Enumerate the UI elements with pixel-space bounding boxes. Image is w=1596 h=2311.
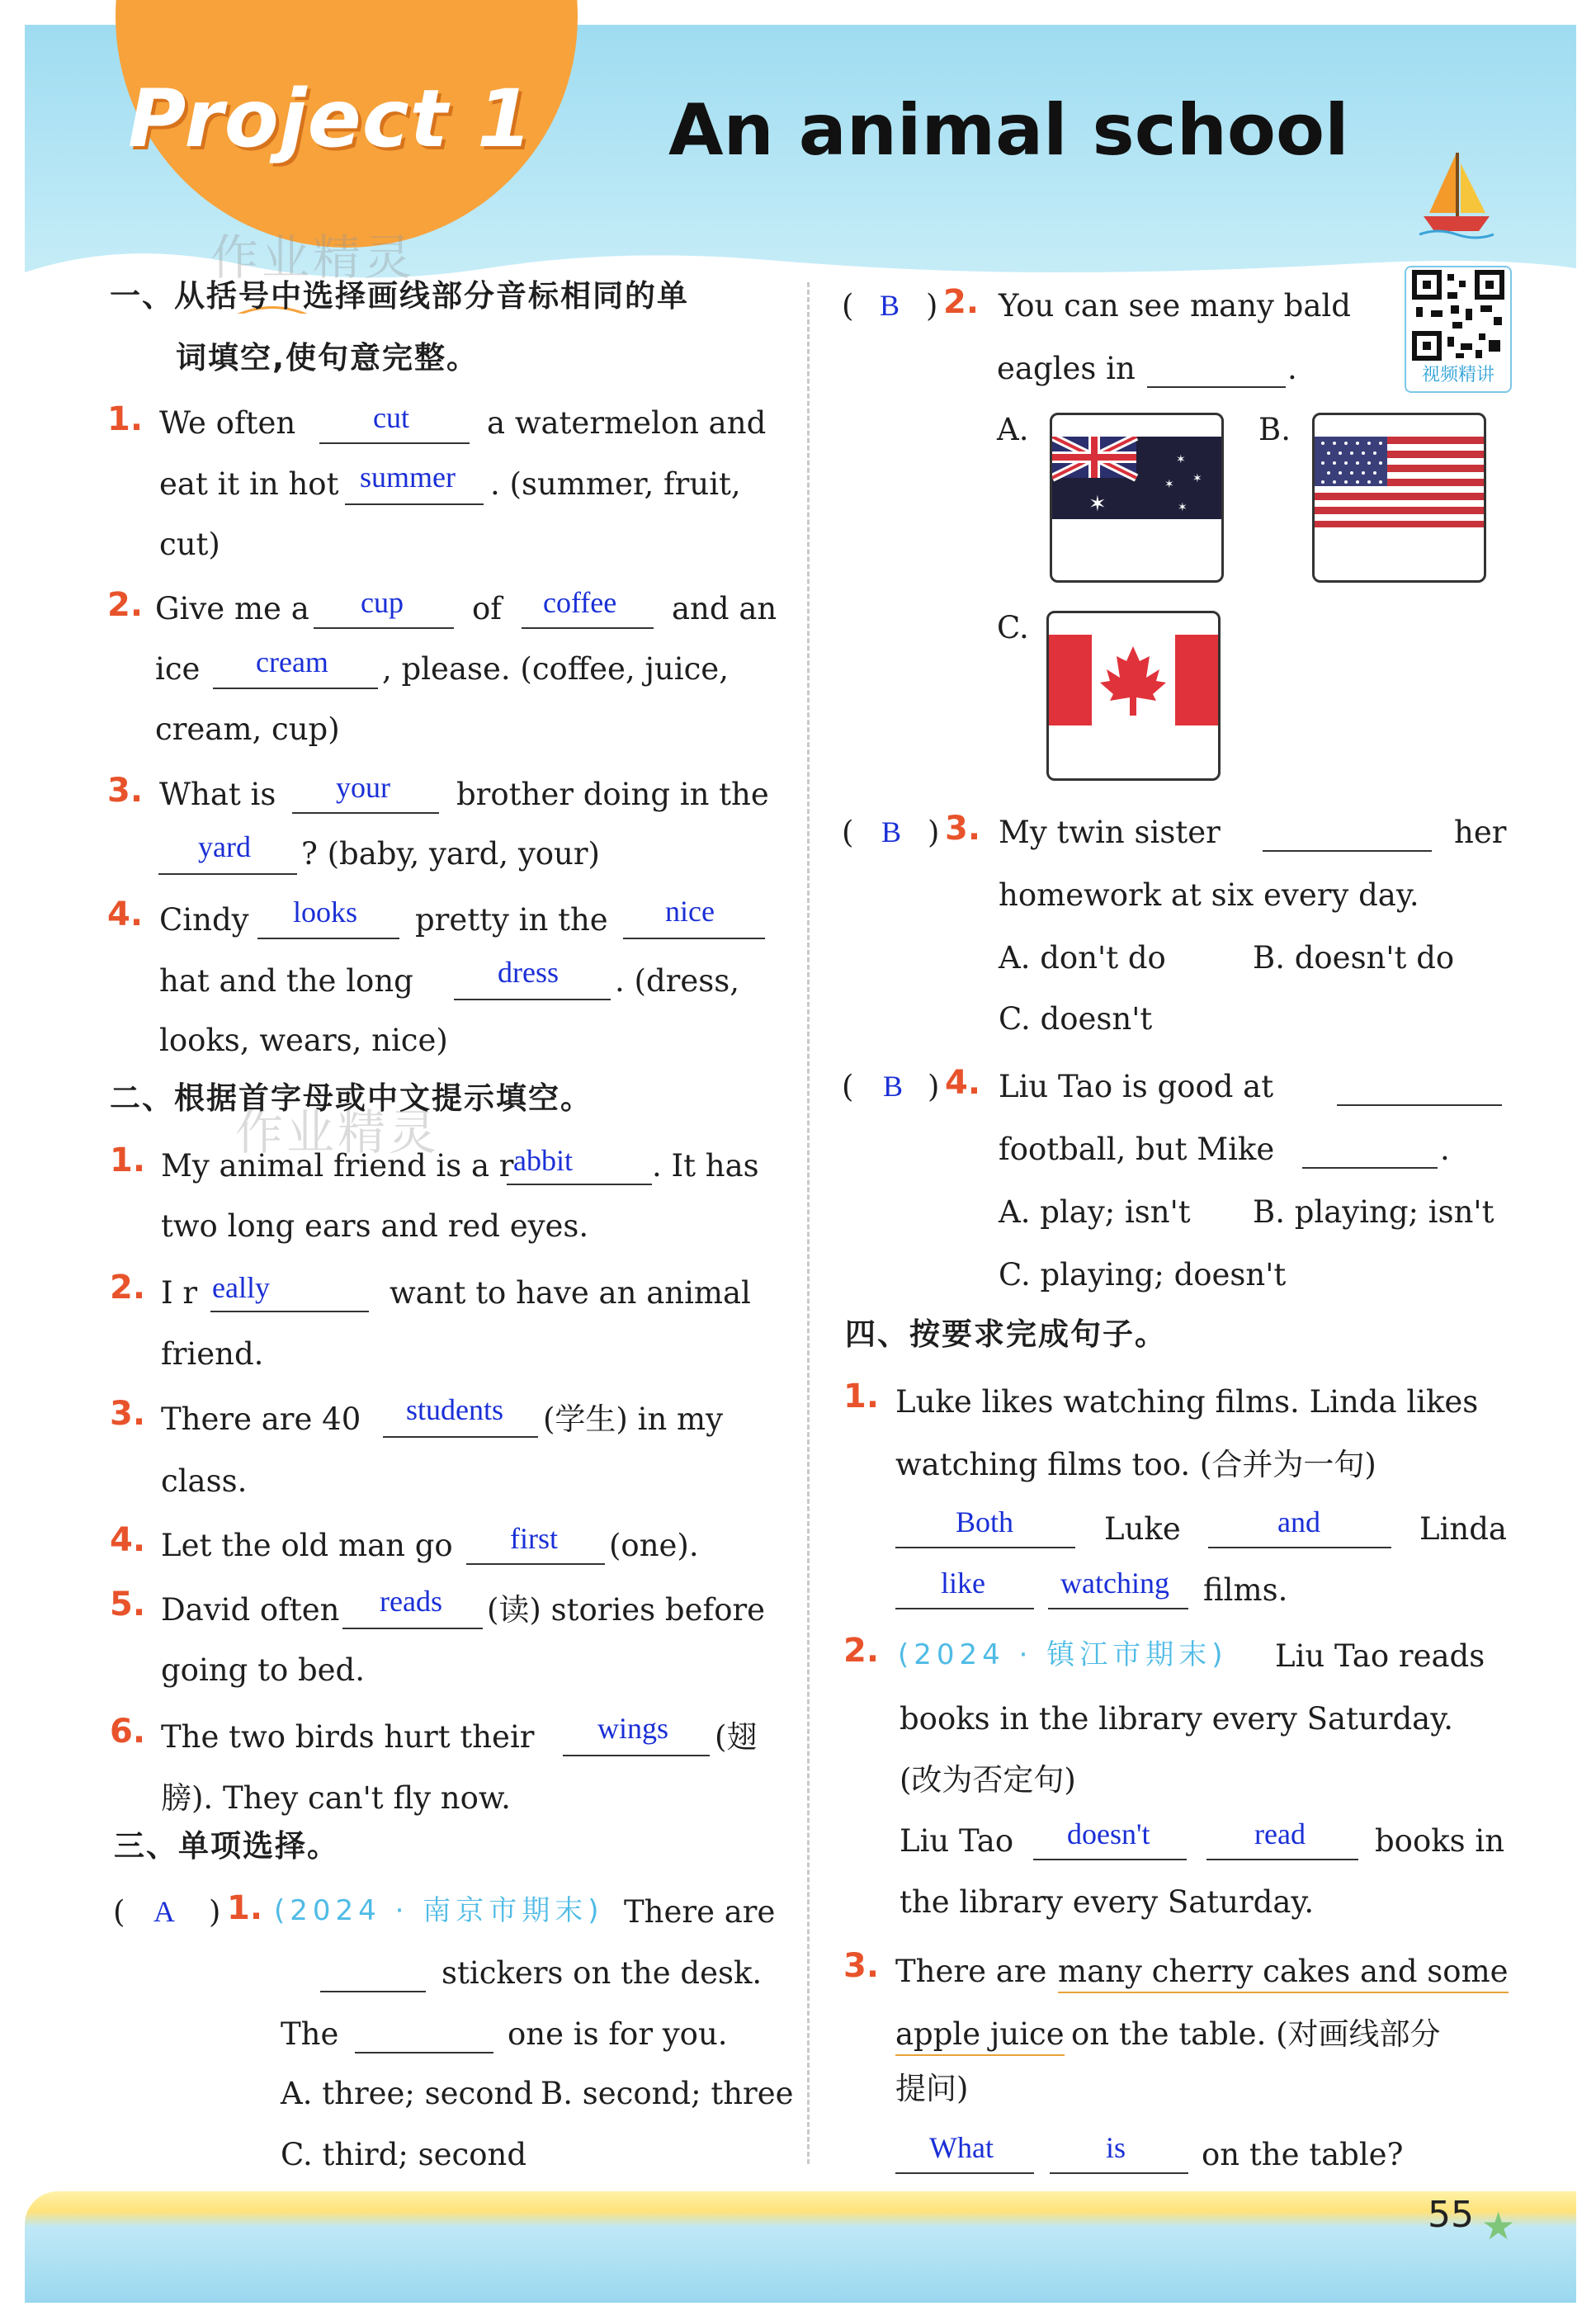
question-text: class. (161, 1463, 248, 1499)
question-text: There are 40 (161, 1401, 361, 1437)
question-text: two long ears and red eyes. (161, 1208, 589, 1244)
answer-bracket-open: ( (842, 1069, 854, 1104)
answer-bracket-close: ) (209, 1894, 221, 1930)
answer-text: dress (498, 956, 559, 989)
answer-text: and (1277, 1505, 1320, 1538)
question-text: , please. (coffee, juice, (382, 651, 729, 687)
column-divider (807, 282, 810, 2164)
option-c: C. doesn't (999, 1001, 1153, 1037)
question-text: books in the library every Saturday. (900, 1701, 1453, 1737)
svg-text:✶: ✶ (1192, 472, 1202, 485)
section1-heading-cont: 词填空,使句意完整。 (176, 340, 479, 376)
question-source: (2024 · 镇江市期末) (898, 1638, 1228, 1671)
answer-text: coffee (543, 586, 617, 619)
question-text: football, but Mike (999, 1132, 1275, 1167)
question-text: friend. (161, 1336, 264, 1372)
answer-text: read (1254, 1817, 1306, 1850)
question-text: ice (155, 651, 201, 687)
choice-answer: A (153, 1895, 175, 1928)
option-b: B. doesn't do (1253, 940, 1455, 976)
underlined-phrase: apple juice (895, 2019, 1065, 2056)
answer-text: reads (380, 1585, 442, 1618)
canada-flag-icon (1049, 635, 1218, 725)
qr-label: 视频精讲 (1421, 365, 1494, 385)
question-number: 4. (110, 1521, 146, 1559)
option-c: C. third; second (281, 2137, 527, 2172)
answer-bracket-open: ( (842, 815, 854, 850)
question-number: 1. (843, 1378, 880, 1415)
section2-heading: 二、根据首字母或中文提示填空。 (110, 1080, 593, 1116)
answer-text: cup (361, 586, 404, 619)
question-number: 4. (107, 896, 144, 933)
svg-text:✶: ✶ (1176, 453, 1186, 466)
answer-text: your (336, 771, 390, 804)
qr-code[interactable] (1405, 266, 1512, 393)
flag-option-b[interactable] (1312, 413, 1486, 583)
option-b: B. playing; isn't (1253, 1194, 1494, 1230)
option-b: B. (1258, 412, 1291, 447)
flag-option-a[interactable] (1050, 413, 1224, 583)
question-text: (one). (609, 1528, 699, 1563)
question-text: (改为否定句) (900, 1762, 1076, 1798)
question-text: Linda (1419, 1511, 1507, 1547)
question-text: (读) stories before (487, 1592, 766, 1628)
question-text: watching films too. (合并为一句) (895, 1447, 1376, 1482)
answer-text: What (929, 2131, 994, 2164)
question-text: 膀). They can't fly now. (161, 1780, 511, 1816)
answer-text: cut (373, 401, 409, 434)
option-c: C. (997, 610, 1029, 645)
question-text: We often (159, 405, 296, 441)
choice-answer: B (883, 1070, 904, 1103)
answer-text: first (510, 1522, 558, 1555)
question-text: (学生) in my (543, 1401, 724, 1437)
question-text: . (dress, (615, 963, 739, 999)
answer-blank (1263, 812, 1432, 852)
question-text: going to bed. (161, 1652, 366, 1688)
question-text: There are (895, 1954, 1047, 1989)
question-text: want to have an animal (390, 1275, 751, 1311)
svg-text:✶: ✶ (1178, 501, 1188, 514)
answer-bracket-close: ) (928, 815, 940, 850)
question-text: one is for you. (508, 2016, 728, 2052)
page-title: An animal school (668, 89, 1349, 172)
answer-bracket-open: ( (842, 288, 854, 324)
question-text: There are (624, 1894, 776, 1930)
flag-option-c[interactable] (1046, 611, 1221, 781)
question-number: 2. (110, 1269, 146, 1307)
answer-bracket-close: ) (928, 1069, 940, 1104)
question-text: Let the old man go (161, 1528, 453, 1563)
qr-code-icon (1406, 267, 1510, 365)
question-number: 2. (107, 586, 144, 624)
question-text: Liu Tao reads (1275, 1638, 1485, 1674)
question-text: homework at six every day. (999, 877, 1419, 913)
question-text: . It has (652, 1148, 759, 1184)
sentence-period: . (1287, 351, 1297, 386)
choice-answer: B (881, 815, 902, 848)
section3-heading: 三、单项选择。 (114, 1828, 339, 1864)
underlined-phrase: many cherry cakes and some (1058, 1956, 1509, 1993)
question-text: stickers on the desk. (441, 1955, 763, 1991)
project-label: Project 1 (128, 73, 533, 165)
question-text: 提问) (895, 2071, 969, 2106)
question-text: books in (1375, 1823, 1505, 1859)
svg-text:✶: ✶ (1164, 478, 1174, 491)
question-number: 6. (110, 1713, 146, 1751)
option-a: A. play; isn't (999, 1194, 1191, 1230)
question-text: on the table. (对画线部分 (1071, 2016, 1441, 2052)
question-source: (2024 · 南京市期末) (274, 1894, 604, 1927)
question-text: Liu Tao (900, 1823, 1014, 1859)
answer-text: looks (293, 896, 358, 929)
option-c: C. playing; doesn't (999, 1257, 1287, 1293)
question-text: hat and the long (159, 963, 413, 999)
question-text: eat it in hot (159, 466, 339, 502)
answer-blank (1302, 1129, 1438, 1169)
question-text: looks, wears, nice) (159, 1023, 448, 1058)
answer-text: eally (212, 1271, 270, 1304)
question-text: Luke likes watching films. Linda likes (895, 1384, 1479, 1420)
question-text: cut) (159, 527, 220, 562)
sentence-period: . (1440, 1132, 1450, 1167)
question-number: 3. (945, 810, 981, 848)
question-text: brother doing in the (456, 777, 769, 812)
question-text: (翅 (715, 1719, 758, 1755)
answer-bracket-close: ) (926, 288, 938, 324)
question-number: 1. (110, 1141, 146, 1179)
question-text: and an (672, 591, 777, 626)
answer-text: summer (360, 461, 456, 494)
answer-text: cream (256, 645, 328, 678)
answer-blank (320, 1953, 426, 1992)
question-text: Give me a (155, 591, 309, 626)
section4-heading: 四、按要求完成句子。 (845, 1316, 1167, 1352)
question-text: I r (161, 1275, 198, 1311)
answer-blank (1147, 348, 1286, 388)
question-text: My twin sister (999, 815, 1221, 850)
question-text: My animal friend is a r (161, 1148, 514, 1184)
answer-blank (1337, 1066, 1502, 1106)
answer-text: abbit (513, 1144, 573, 1177)
star-icon: ★ (1481, 2204, 1516, 2248)
page-number: 55 (1428, 2194, 1474, 2236)
question-text: a watermelon and (487, 405, 767, 441)
option-a: A. (997, 412, 1029, 447)
question-text: David often (161, 1592, 340, 1628)
question-number: 1. (107, 400, 144, 438)
australia-flag-icon (1052, 437, 1221, 519)
answer-text: like (941, 1567, 985, 1600)
question-text: pretty in the (415, 902, 608, 938)
question-text: Cindy (159, 902, 249, 938)
question-text: on the table? (1202, 2137, 1404, 2172)
answer-text: yard (198, 830, 251, 863)
answer-text: is (1106, 2131, 1126, 2164)
question-number: 3. (110, 1395, 146, 1433)
question-text: The (281, 2016, 339, 2052)
question-text: the library every Saturday. (900, 1884, 1315, 1920)
question-text: The two birds hurt their (161, 1719, 535, 1755)
svg-text:✶: ✶ (1088, 492, 1107, 517)
usa-flag-icon (1315, 437, 1484, 527)
question-number: 1. (227, 1889, 263, 1927)
answer-bracket-open: ( (113, 1894, 125, 1930)
answer-blank (355, 2014, 493, 2053)
answer-text: doesn't (1067, 1817, 1150, 1850)
answer-text: students (406, 1393, 504, 1426)
question-text: Luke (1104, 1511, 1181, 1547)
footer-banner (25, 2191, 1576, 2303)
option-a: A. three; second (281, 2076, 534, 2111)
question-number: 2. (943, 283, 980, 321)
question-number: 5. (110, 1586, 146, 1623)
question-text: ? (baby, yard, your) (301, 836, 600, 872)
question-text: films. (1203, 1572, 1288, 1608)
question-number: 4. (945, 1064, 981, 1102)
watermark-top: 作业精灵 (210, 229, 416, 286)
question-text: cream, cup) (155, 711, 340, 747)
question-number: 3. (107, 772, 144, 810)
question-text: of (472, 591, 502, 626)
question-text: eagles in (997, 351, 1136, 386)
question-text: her (1454, 815, 1507, 850)
question-text: . (summer, fruit, (490, 466, 741, 502)
question-number: 2. (843, 1632, 880, 1670)
option-b: B. second; three (541, 2076, 794, 2111)
answer-text: Both (956, 1505, 1014, 1538)
answer-text: watching (1060, 1567, 1169, 1600)
watermark-middle: 作业精灵 (235, 1104, 441, 1160)
question-text: What is (159, 777, 276, 812)
option-a: A. don't do (999, 940, 1166, 976)
question-text: You can see many bald (999, 288, 1351, 324)
question-number: 3. (843, 1947, 880, 1985)
choice-answer: B (880, 289, 900, 322)
question-text: Liu Tao is good at (999, 1069, 1274, 1104)
answer-text: wings (597, 1712, 669, 1745)
answer-text: nice (665, 895, 715, 928)
sailboat-icon (1419, 149, 1494, 239)
section1-heading: 一、从括号中选择画线部分音标相同的单 (110, 278, 689, 314)
